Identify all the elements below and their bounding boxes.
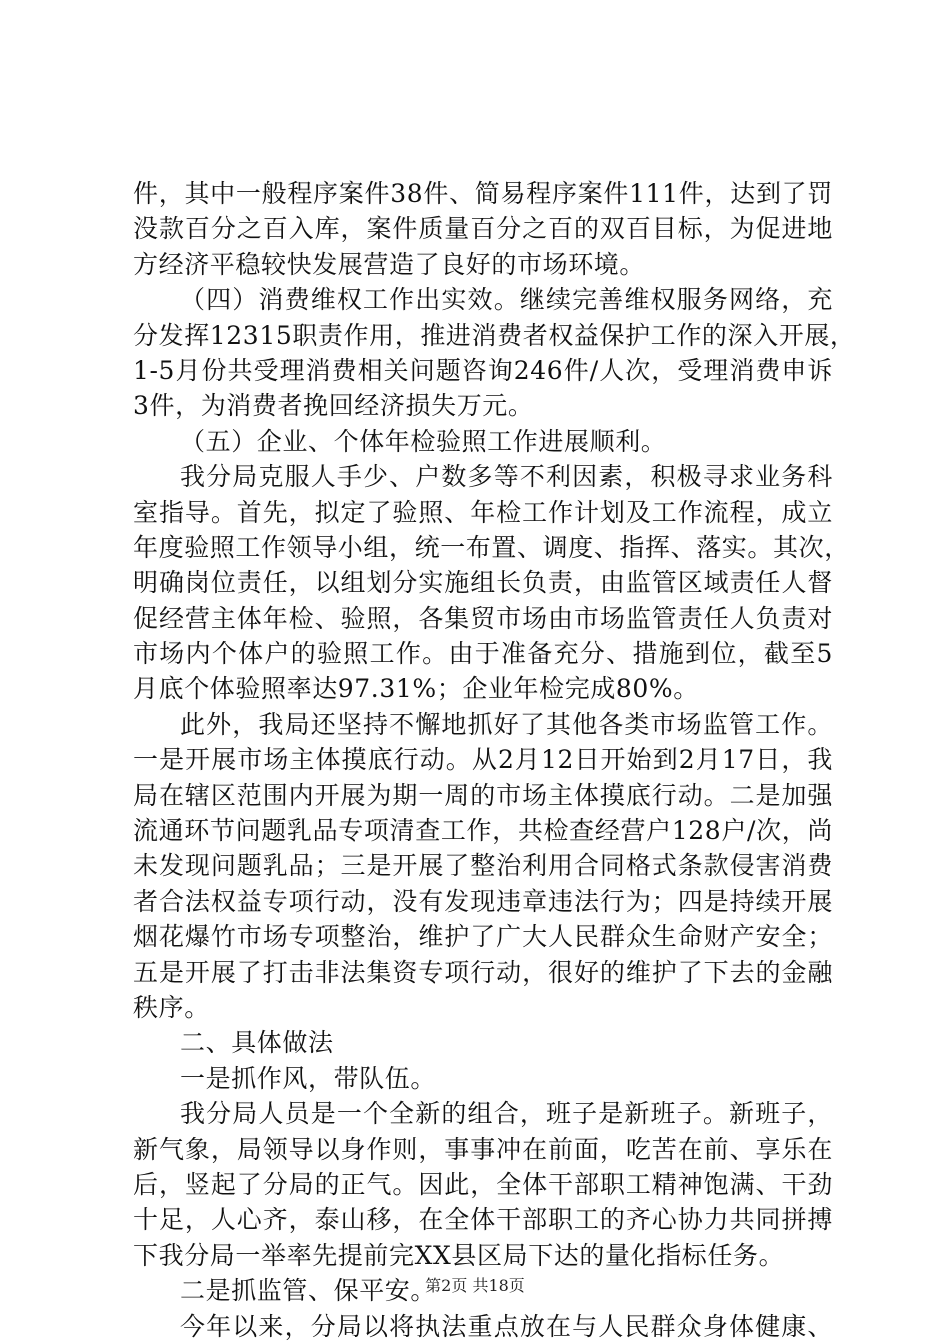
- text-line: 二是抓监管、保平安。: [180, 1276, 437, 1306]
- text-line: 此外，我局还坚持不懈地抓好了其他各类市场监管工作。: [180, 709, 833, 739]
- text-line: 室指导。首先，拟定了验照、年检工作计划及工作流程，成立: [133, 497, 833, 527]
- text-line: 没款百分之百入库，案件质量百分之百的双百目标，为促进地: [133, 214, 833, 244]
- text-line: 十足，人心齐，泰山移，在全体干部职工的齐心协力共同拼搏: [133, 1205, 833, 1235]
- text-line: 后，竖起了分局的正气。因此，全体干部职工精神饱满、干劲: [133, 1169, 833, 1199]
- text-line: 秩序。: [133, 992, 210, 1022]
- text-line: 3件，为消费者挽回经济损失万元。: [133, 391, 534, 421]
- text-line: 者合法权益专项行动，没有发现违章违法行为；四是持续开展: [133, 886, 833, 916]
- text-line: 明确岗位责任，以组划分实施组长负责，由监管区域责任人督: [133, 568, 833, 598]
- text-line: 新气象，局领导以身作则，事事冲在前面，吃苦在前、享乐在: [133, 1134, 833, 1164]
- page-footer: 第2页 共18页: [425, 1276, 525, 1295]
- document-body: [133, 176, 856, 1344]
- text-line: 烟花爆竹市场专项整治，维护了广大人民群众生命财产安全；: [133, 922, 833, 952]
- text-line: 一是开展市场主体摸底行动。从2月12日开始到2月17日，我: [133, 745, 833, 775]
- text-line: 未发现问题乳品；三是开展了整治利用合同格式条款侵害消费: [133, 851, 833, 881]
- text-line: 我分局克服人手少、户数多等不利因素，积极寻求业务科: [180, 462, 833, 492]
- text-line: 二、具体做法: [180, 1028, 334, 1058]
- text-line: 方经济平稳较快发展营造了良好的市场环境。: [133, 249, 646, 279]
- text-line: 下我分局一举率先提前完XX县区局下达的量化指标任务。: [133, 1240, 785, 1270]
- text-line: 今年以来，分局以将执法重点放在与人民群众身体健康、: [180, 1311, 833, 1341]
- text-line: 一是抓作风，带队伍。: [180, 1063, 437, 1093]
- text-line: 市场内个体户的验照工作。由于准备充分、措施到位，截至5: [133, 639, 833, 669]
- text-line: 分发挥12315职责作用，推进消费者权益保护工作的深入开展，: [133, 320, 856, 350]
- text-line: 流通环节问题乳品专项清查工作，共检查经营户128户/次，尚: [133, 816, 833, 846]
- text-line: 件，其中一般程序案件38件、简易程序案件111件，达到了罚: [133, 179, 833, 208]
- text-line: 1-5月份共受理消费相关问题咨询246件/人次，受理消费申诉: [133, 355, 833, 385]
- text-line: 五是开展了打击非法集资专项行动，很好的维护了下去的金融: [133, 957, 833, 987]
- text-line: （五）企业、个体年检验照工作进展顺利。: [180, 426, 667, 456]
- text-line: 我分局人员是一个全新的组合，班子是新班子。新班子，: [180, 1099, 833, 1129]
- text-line: 促经营主体年检、验照，各集贸市场由市场监管责任人负责对: [133, 603, 833, 633]
- text-line: 月底个体验照率达97.31%；企业年检完成80%。: [133, 674, 699, 704]
- text-line: （四）消费维权工作出实效。继续完善维权服务网络，充: [180, 285, 833, 315]
- text-line: 局在辖区范围内开展为期一周的市场主体摸底行动。二是加强: [133, 780, 833, 810]
- text-line: 年度验照工作领导小组，统一布置、调度、指挥、落实。其次，: [133, 532, 850, 562]
